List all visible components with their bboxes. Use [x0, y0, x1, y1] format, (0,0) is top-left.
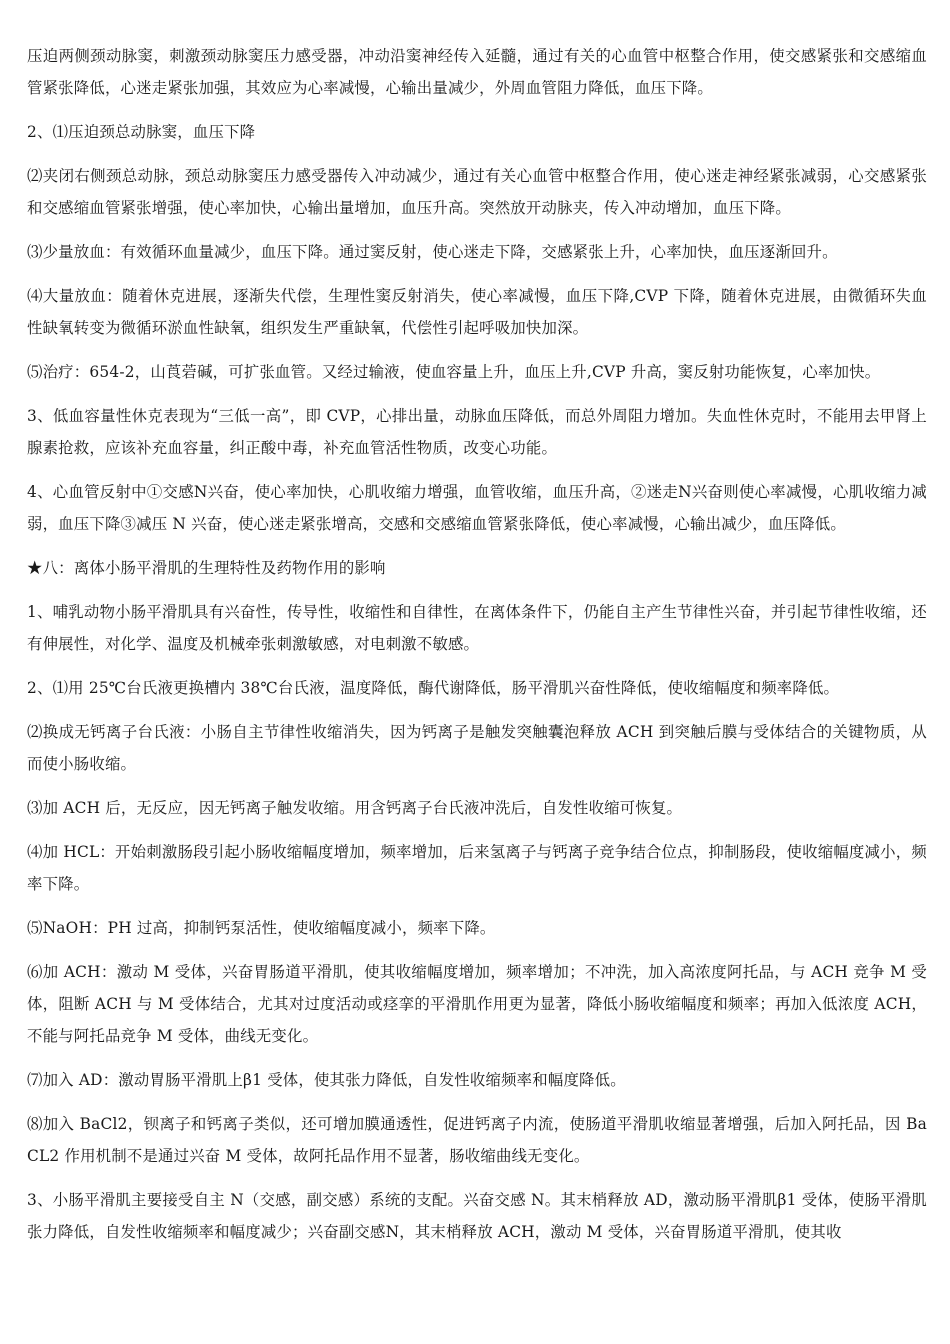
paragraph-8-1: 1、哺乳动物小肠平滑肌具有兴奋性，传导性，收缩性和自律性，在离体条件下，仍能自主产生节律性兴奋，并引起节律性收缩，还有伸展性，对化学、温度及机械牵张刺激敏感，对电刺激不敏感。	[27, 603, 927, 653]
paragraph-2-3: ⑶少量放血：有效循环血量减少，血压下降。通过窦反射，使心迷走下降，交感紧张上升，心率加快，血压逐渐回升。	[27, 243, 838, 261]
paragraph-8-3: 3、小肠平滑肌主要接受自主 N（交感，副交感）系统的支配。兴奋交感 N。其末梢释放 AD，激动肠平滑肌β1 受体，使肠平滑肌张力降低，自发性收缩频率和幅度减少；兴奋副交感N，其末梢释放 ACH，激动 M 受体，兴奋胃肠道平滑肌，使其收	[27, 1191, 927, 1241]
paragraph-2-1: 2、⑴压迫颈总动脉窦，血压下降	[27, 123, 256, 141]
paragraph-2-5: ⑸治疗：654-2，山莨菪碱，可扩张血管。又经过输液，使血容量上升，血压上升,CVP 升高，窦反射功能恢复，心率加快。	[27, 363, 881, 381]
paragraph-2-2: ⑵夹闭右侧颈总动脉，颈总动脉窦压力感受器传入冲动减少，通过有关心血管中枢整合作用，使心迷走神经紧张减弱，心交感紧张和交感缩血管紧张增强，使心率加快，心输出量增加，血压升高。突然放开动脉夹，传入冲动增加，血压下降。	[27, 167, 927, 217]
paragraph-3: 3、低血容量性休克表现为“三低一高”，即 CVP，心排出量，动脉血压降低，而总外周阻力增加。失血性休克时，不能用去甲肾上腺素抢救，应该补充血容量，纠正酸中毒，补充血管活性物质，改变心功能。	[27, 407, 927, 457]
paragraph-carotid-sinus-pressure: 压迫两侧颈动脉窦，刺激颈动脉窦压力感受器，冲动沿窦神经传入延髓，通过有关的心血管中枢整合作用，使交感紧张和交感缩血管紧张降低，心迷走紧张加强，其效应为心率减慢，心输出量减少，外周血管阻力降低，血压下降。	[27, 47, 927, 97]
paragraph-8-2-7: ⑺加入 AD：激动胃肠平滑肌上β1 受体，使其张力降低，自发性收缩频率和幅度降低。	[27, 1071, 626, 1089]
paragraph-4: 4、心血管反射中①交感N兴奋，使心率加快，心肌收缩力增强，血管收缩，血压升高，②迷走N兴奋则使心率减慢，心肌收缩力减弱，血压下降③减压 N 兴奋，使心迷走紧张增高，交感和交感缩血管紧张降低，使心率减慢，心输出减少，血压降低。	[27, 483, 927, 533]
paragraph-2-4: ⑷大量放血：随着休克进展，逐渐失代偿，生理性窦反射消失，使心率减慢，血压下降,CVP 下降，随着休克进展，由微循环失血性缺氧转变为微循环淤血性缺氧，组织发生严重缺氧，代偿性引起呼吸加快加深。	[27, 287, 927, 337]
paragraph-8-2-6: ⑹加 ACH：激动 M 受体，兴奋胃肠道平滑肌，使其收缩幅度增加，频率增加；不冲洗，加入高浓度阿托品，与 ACH 竞争 M 受体，阻断 ACH 与 M 受体结合，尤其对过度活动或痉挛的平滑肌作用更为显著，降低小肠收缩幅度和频率；再加入低浓度 ACH，不能与阿托品竞争 M 受体，曲线无变化。	[27, 963, 927, 1045]
paragraph-8-2-8: ⑻加入 BaCl2，钡离子和钙离子类似，还可增加膜通透性，促进钙离子内流，使肠道平滑肌收缩显著增强，后加入阿托品，因 BaCL2 作用机制不是通过兴奋 M 受体，故阿托品作用不显著，肠收缩曲线无变化。	[27, 1115, 927, 1165]
paragraph-8-2-3: ⑶加 ACH 后，无反应，因无钙离子触发收缩。用含钙离子台氏液冲洗后，自发性收缩可恢复。	[27, 799, 683, 817]
section-heading-eight: ★八：离体小肠平滑肌的生理特性及药物作用的影响	[27, 559, 386, 577]
document-page	[27, 40, 927, 1260]
paragraph-8-2-4: ⑷加 HCL：开始刺激肠段引起小肠收缩幅度增加，频率增加，后来氢离子与钙离子竞争结合位点，抑制肠段，使收缩幅度减小，频率下降。	[27, 843, 927, 893]
paragraph-8-2-1: 2、⑴用 25℃台氏液更换槽内 38℃台氏液，温度降低，酶代谢降低，肠平滑肌兴奋性降低，使收缩幅度和频率降低。	[27, 679, 840, 697]
paragraph-8-2-5: ⑸NaOH：PH 过高，抑制钙泵活性，使收缩幅度减小，频率下降。	[27, 919, 496, 937]
paragraph-8-2-2: ⑵换成无钙离子台氏液：小肠自主节律性收缩消失，因为钙离子是触发突触囊泡释放 ACH 到突触后膜与受体结合的关键物质，从而使小肠收缩。	[27, 723, 927, 773]
